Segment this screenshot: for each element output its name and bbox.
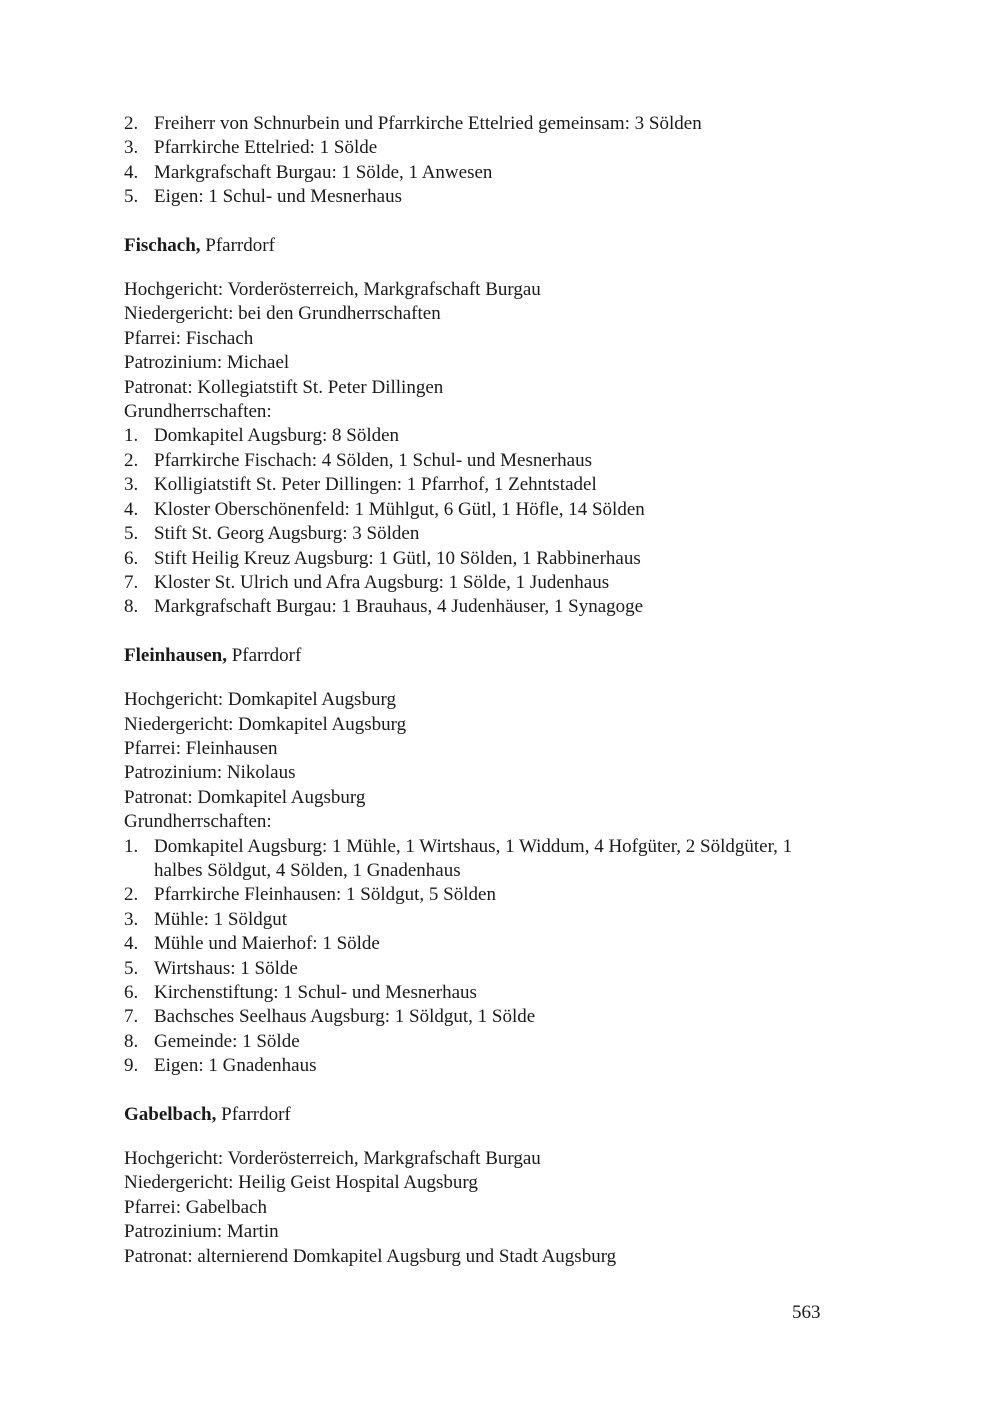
list-text: Pfarrkirche Fleinhausen: 1 Söldgut, 5 Sölden: [154, 884, 496, 906]
info-line: Patronat: Domkapitel Augsburg: [124, 786, 366, 808]
list-number: 7.: [124, 1006, 139, 1028]
list-number: 4.: [124, 161, 139, 183]
list-number: 3.: [124, 474, 139, 496]
list-text: Gemeinde: 1 Sölde: [154, 1030, 300, 1052]
list-item: [124, 981, 844, 1005]
list-text: Pfarrkirche Ettelried: 1 Sölde: [154, 137, 378, 159]
info-line: Patrozinium: Michael: [124, 352, 290, 374]
list-number: 2.: [124, 884, 139, 906]
list-item: [124, 185, 844, 209]
info-line: Pfarrei: Gabelbach: [124, 1196, 267, 1218]
list-text: Mühle und Maierhof: 1 Sölde: [154, 933, 380, 955]
list-text: Freiherr von Schnurbein und Pfarrkirche Ettelried gemeinsam: 3 Sölden: [154, 113, 702, 134]
info-line: Grundherrschaften:: [124, 401, 272, 423]
place-name: Fischach,: [124, 234, 201, 256]
list-number: 7.: [124, 571, 139, 593]
section-heading-gabelbach: [124, 1103, 844, 1127]
info-line: Hochgericht: Vorderösterreich, Markgrafschaft Burgau: [124, 1148, 541, 1170]
list-number: 4.: [124, 498, 139, 520]
list-number: 8.: [124, 596, 139, 618]
section-heading-fleinhausen: [124, 644, 844, 668]
list-number: 5.: [124, 957, 139, 979]
document-page: [124, 112, 844, 1269]
list-text: Stift Heilig Kreuz Augsburg: 1 Gütl, 10 Sölden, 1 Rabbinerhaus: [154, 547, 641, 569]
place-name: Gabelbach,: [124, 1103, 217, 1125]
list-text: Kirchenstiftung: 1 Schul- und Mesnerhaus: [154, 982, 477, 1003]
info-line: Pfarrei: Fischach: [124, 327, 254, 349]
list-item: [124, 473, 844, 497]
section-info: [124, 1147, 844, 1269]
list-text: Domkapitel Augsburg: 8 Sölden: [154, 425, 400, 447]
list-item: [124, 883, 844, 907]
section-heading-fischach: [124, 234, 844, 258]
list-number: 2.: [124, 113, 139, 134]
continuation-list: [124, 112, 844, 210]
list-number: 2.: [124, 449, 139, 471]
list-number: 3.: [124, 137, 139, 159]
list-text: Eigen: 1 Gnadenhaus: [154, 1055, 317, 1077]
list-number: 5.: [124, 523, 139, 545]
section-info: [124, 278, 844, 424]
list-item: [124, 449, 844, 473]
list-item: [124, 1054, 844, 1078]
list-text: Markgrafschaft Burgau: 1 Brauhaus, 4 Judenhäuser, 1 Synagoge: [154, 596, 644, 618]
info-line: Pfarrei: Fleinhausen: [124, 737, 278, 759]
list-text: Pfarrkirche Fischach: 4 Sölden, 1 Schul- und Mesnerhaus: [154, 449, 592, 471]
list-text: Stift St. Georg Augsburg: 3 Sölden: [154, 523, 420, 545]
list-item: [124, 957, 844, 981]
list-number: 1.: [124, 835, 139, 857]
list-item: [124, 136, 844, 160]
info-line: Patrozinium: Nikolaus: [124, 762, 296, 784]
info-line: Niedergericht: Domkapitel Augsburg: [124, 713, 407, 735]
list-text: Kloster St. Ulrich und Afra Augsburg: 1 Sölde, 1 Judenhaus: [154, 571, 610, 593]
list-text: Kloster Oberschönenfeld: 1 Mühlgut, 6 Gütl, 1 Höfle, 14 Sölden: [154, 498, 645, 520]
list-item: [124, 498, 844, 522]
list-item: [124, 112, 844, 136]
list-text: Mühle: 1 Söldgut: [154, 908, 288, 930]
list-item: [124, 547, 844, 571]
list-number: 3.: [124, 908, 139, 930]
section-info: [124, 688, 844, 834]
grundherrschaften-list: [124, 835, 844, 1079]
list-item: [124, 835, 844, 884]
info-line: Grundherrschaften:: [124, 811, 272, 833]
place-name: Fleinhausen,: [124, 644, 227, 666]
info-line: Niedergericht: bei den Grundherrschaften: [124, 303, 441, 325]
info-line: Hochgericht: Vorderösterreich, Markgrafschaft Burgau: [124, 279, 541, 301]
list-item: [124, 908, 844, 932]
list-number: 6.: [124, 982, 139, 1003]
info-line: Patrozinium: Martin: [124, 1221, 279, 1243]
info-line: Hochgericht: Domkapitel Augsburg: [124, 689, 396, 711]
list-text: Markgrafschaft Burgau: 1 Sölde, 1 Anwesen: [154, 161, 493, 183]
list-number: 9.: [124, 1055, 139, 1077]
list-item: [124, 522, 844, 546]
place-type: Pfarrdorf: [231, 644, 302, 666]
list-item: [124, 595, 844, 619]
list-item: [124, 161, 844, 185]
list-number: 5.: [124, 186, 139, 208]
list-item: [124, 571, 844, 595]
page-number: 563: [792, 1302, 821, 1323]
list-text: Eigen: 1 Schul- und Mesnerhaus: [154, 186, 403, 208]
list-number: 1.: [124, 425, 139, 447]
list-text: Domkapitel Augsburg: 1 Mühle, 1 Wirtshaus, 1 Widdum, 4 Hofgüter, 2 Söldgüter, 1 halbes Söldgut, 4 Sölden, 1 Gnadenhaus: [154, 835, 793, 881]
info-line: Patronat: Kollegiatstift St. Peter Dillingen: [124, 376, 444, 398]
info-line: Patronat: alternierend Domkapitel Augsburg und Stadt Augsburg: [124, 1245, 617, 1267]
list-number: 6.: [124, 547, 139, 569]
list-item: [124, 932, 844, 956]
list-number: 4.: [124, 933, 139, 955]
list-text: Kolligiatstift St. Peter Dillingen: 1 Pfarrhof, 1 Zehntstadel: [154, 474, 597, 496]
list-text: Wirtshaus: 1 Sölde: [154, 957, 298, 979]
list-item: [124, 1030, 844, 1054]
list-item: [124, 424, 844, 448]
place-type: Pfarrdorf: [221, 1103, 291, 1125]
list-number: 8.: [124, 1030, 139, 1052]
list-item: [124, 1005, 844, 1029]
list-text: Bachsches Seelhaus Augsburg: 1 Söldgut, 1 Sölde: [154, 1006, 536, 1028]
grundherrschaften-list: [124, 424, 844, 619]
info-line: Niedergericht: Heilig Geist Hospital Augsburg: [124, 1172, 478, 1194]
place-type: Pfarrdorf: [205, 234, 275, 256]
